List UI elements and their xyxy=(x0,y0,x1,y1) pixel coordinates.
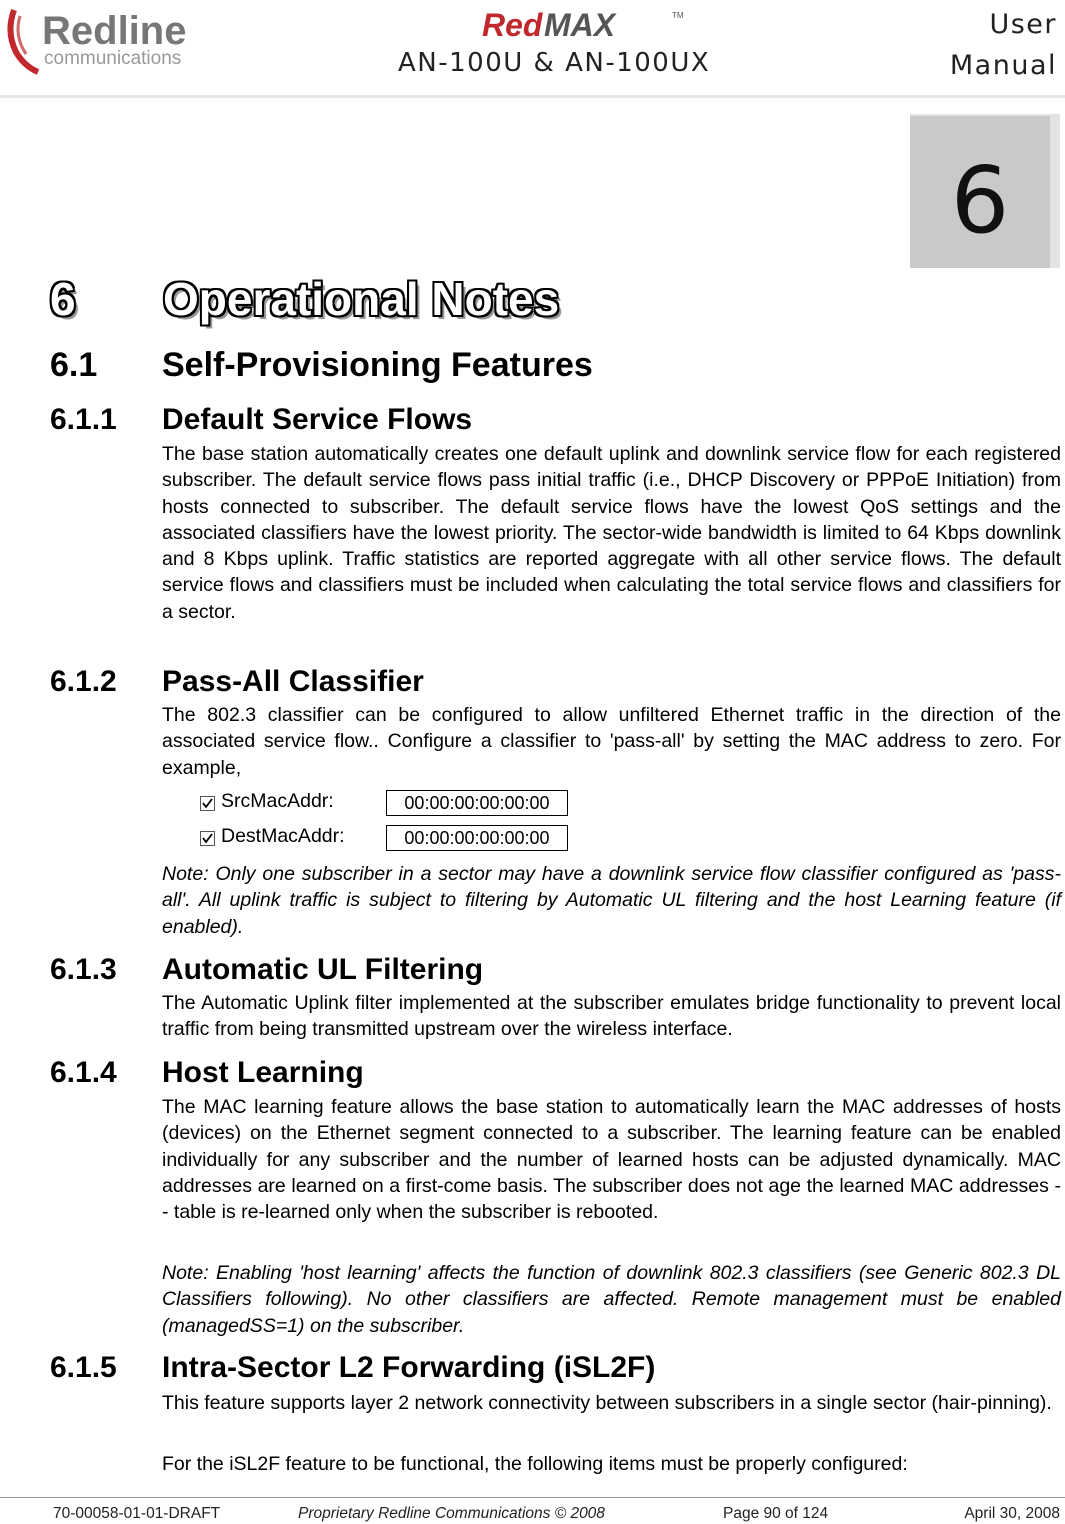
chapter-tab xyxy=(910,114,1060,268)
checkmark-icon xyxy=(202,833,213,844)
section-number: 6.1 xyxy=(50,346,98,384)
header-divider xyxy=(0,95,1065,98)
chapter-tab-number: 6 xyxy=(950,147,1010,254)
section-heading-6-1-5 xyxy=(50,1351,655,1385)
paragraph-default-service-flows: The base station automatically creates one default uplink and downlink service flow for each registered subscriber. The default service flows pass initial traffic (i.e., DHCP Discovery or PPPoE Initiation) from hosts connected to subscriber. The default service flows have the lowest QoS settings and the associated classifiers have the lowest priority. The sector-wide bandwidth is limited to 64 Kbps downlink and 8 Kbps uplink. Traffic statistics are reported aggregate with all other service flows. The default service flows and classifiers must be included when calculating the total service flows and classifiers for a sector. xyxy=(162,443,1061,623)
section-number: 6.1.2 xyxy=(50,665,117,698)
paragraph-automatic-ul-filtering: The Automatic Uplink filter implemented at the subscriber emulates bridge functionality to prevent local traffic from being transmitted upstream over the wireless interface. xyxy=(162,992,1061,1041)
dest-mac-addr-label: DestMacAddr: xyxy=(221,825,345,847)
redmax-logo xyxy=(480,6,686,42)
dest-mac-addr-field[interactable]: 00:00:00:00:00:00 xyxy=(386,825,568,851)
section-title: Automatic UL Filtering xyxy=(162,953,484,986)
paragraph-isl2f-requirements: For the iSL2F feature to be functional, the following items must be properly configured: xyxy=(162,1453,908,1475)
document-type xyxy=(950,4,1057,86)
paragraph-host-learning: The MAC learning feature allows the base station to automatically learn the MAC addresses of hosts (devices) on the Ethernet segment connected to a subscriber. The learning feature can be enabled individually for any subscriber and the number of learned hosts can be adjusted dynamically. MAC addresses are learned on a first-come basis. The subscriber does not age the learned MAC addresses -- table is re-learned only when the subscriber is rebooted. xyxy=(162,1096,1061,1224)
redline-logo xyxy=(4,2,214,76)
svg-text:TM: TM xyxy=(672,11,684,20)
document-type-line1: User xyxy=(989,9,1057,40)
section-number: 6.1.5 xyxy=(50,1351,117,1384)
paragraph-pass-all-classifier: The 802.3 classifier can be configured to allow unfiltered Ethernet traffic in the direction of the associated service flow.. Configure a classifier to 'pass-all' by setting the MAC address to zero. For example, xyxy=(162,704,1061,779)
section-heading-6-1-4 xyxy=(50,1056,364,1090)
src-mac-addr-field[interactable]: 00:00:00:00:00:00 xyxy=(386,790,568,816)
redmax-wordmark-icon xyxy=(480,6,686,42)
dest-mac-addr-checkbox[interactable] xyxy=(200,831,215,846)
svg-text:MAX: MAX xyxy=(544,7,616,42)
footer-doc-id: 70-00058-01-01-DRAFT xyxy=(53,1505,221,1522)
chapter-heading xyxy=(50,272,559,326)
src-mac-addr-label: SrcMacAddr: xyxy=(221,790,334,812)
section-number: 6.1.1 xyxy=(50,403,117,436)
section-heading-6-1-2 xyxy=(50,665,424,699)
footer-date: April 30, 2008 xyxy=(964,1505,1060,1522)
chapter-title: Operational Notes xyxy=(163,273,560,325)
section-heading-6-1-3 xyxy=(50,953,483,987)
section-title: Host Learning xyxy=(162,1056,364,1089)
svg-text:Red: Red xyxy=(482,7,543,42)
page-header xyxy=(0,0,1065,100)
checkmark-icon xyxy=(202,798,213,809)
svg-text:Redline: Redline xyxy=(42,9,187,53)
section-heading-6-1-1 xyxy=(50,403,472,437)
footer-copyright: Proprietary Redline Communications © 2008 xyxy=(298,1505,605,1522)
section-title: Self-Provisioning Features xyxy=(162,346,593,384)
chapter-number: 6 xyxy=(50,273,76,325)
note-pass-all: Note: Only one subscriber in a sector may have a downlink service flow classifier configured as 'pass-all'. All uplink traffic is subject to filtering by Automatic UL filtering and the host Learning feature (if enabled). xyxy=(162,863,1061,938)
section-title: Pass-All Classifier xyxy=(162,665,424,698)
paragraph-isl2f: This feature supports layer 2 network connectivity between subscribers in a single sector (hair-pinning). xyxy=(162,1392,1052,1414)
svg-text:communications: communications xyxy=(44,48,182,69)
footer-divider xyxy=(0,1497,1065,1498)
document-type-line2: Manual xyxy=(949,50,1057,81)
section-title: Intra-Sector L2 Forwarding (iSL2F) xyxy=(162,1351,656,1384)
product-name: AN-100U & AN-100UX xyxy=(398,48,711,78)
footer-page-number: Page 90 of 124 xyxy=(723,1505,829,1522)
section-title: Default Service Flows xyxy=(162,403,473,436)
redline-swoosh-icon xyxy=(4,2,214,76)
src-mac-addr-checkbox[interactable] xyxy=(200,796,215,811)
section-number: 6.1.4 xyxy=(50,1056,117,1089)
section-heading-6-1 xyxy=(50,346,593,385)
section-number: 6.1.3 xyxy=(50,953,117,986)
note-host-learning: Note: Enabling 'host learning' affects the function of downlink 802.3 classifiers (see Generic 802.3 DL Classifiers following). No other classifiers are affected. Remote management must be enabled (managedSS=1) on the subscriber. xyxy=(162,1262,1061,1337)
